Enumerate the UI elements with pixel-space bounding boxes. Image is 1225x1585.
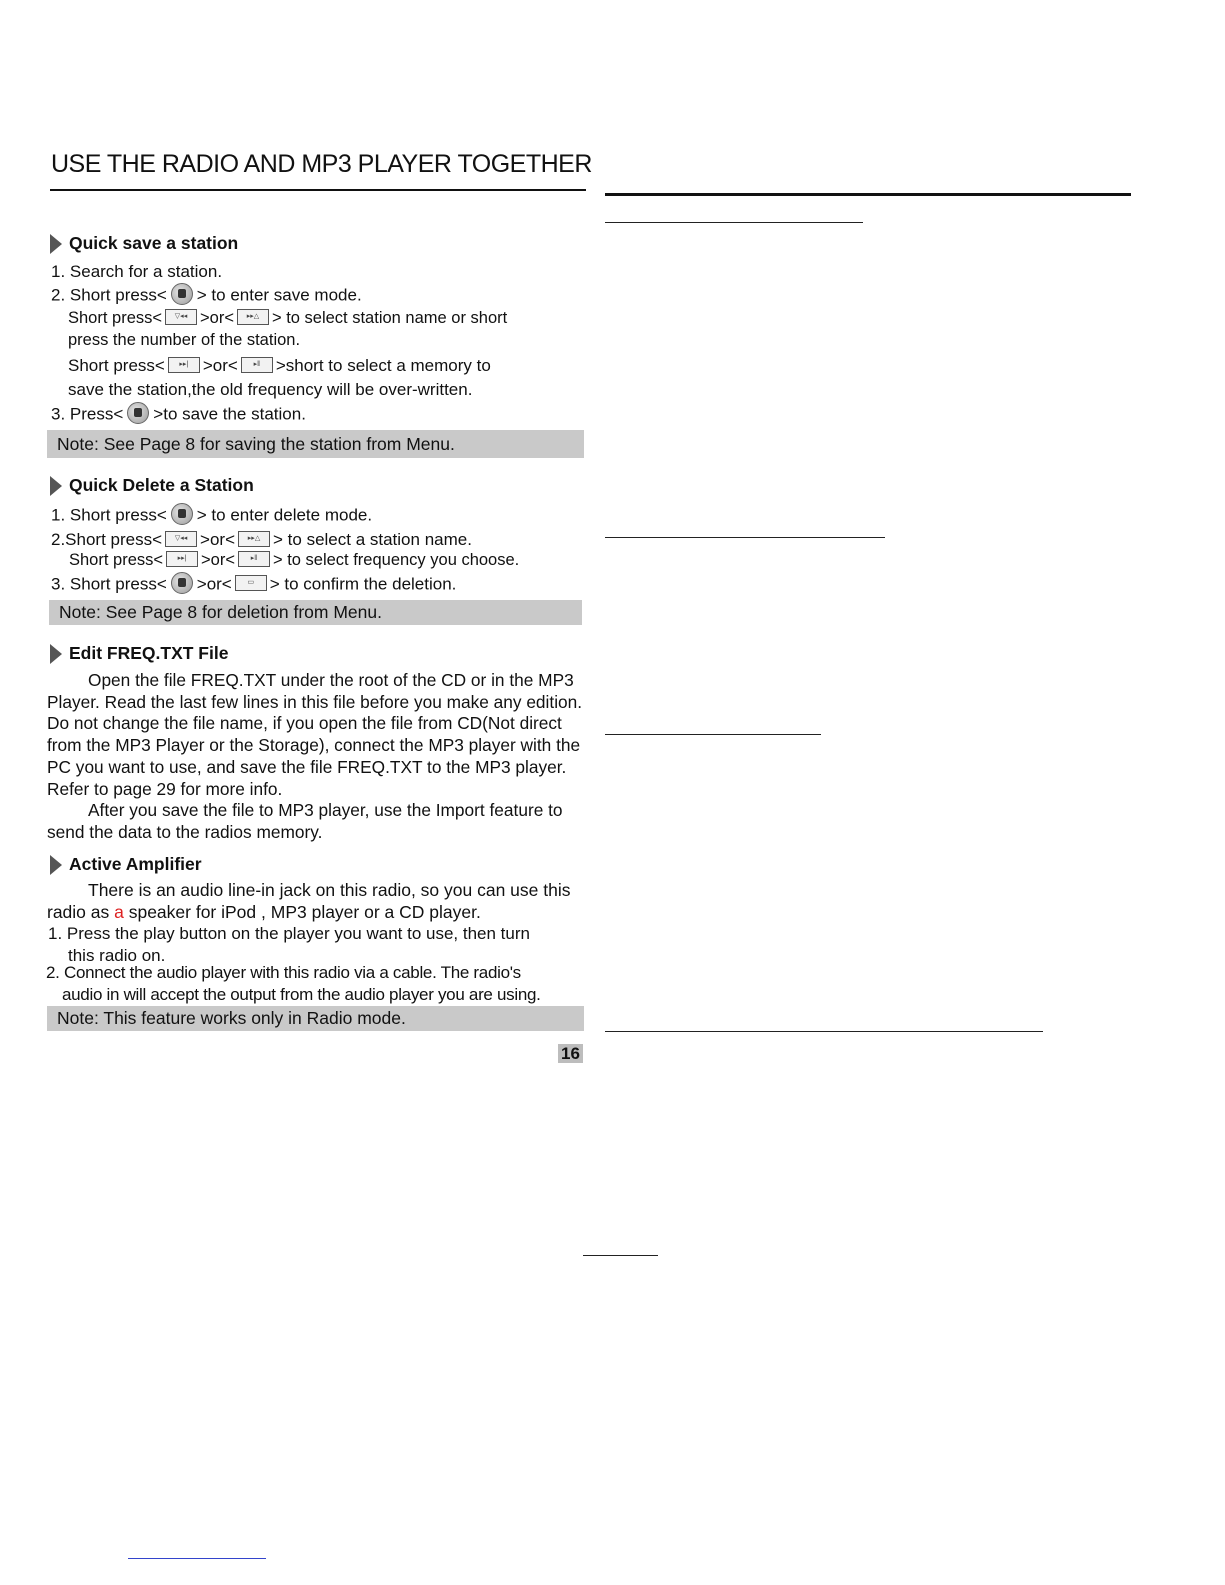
triangle-bullet-icon [50,644,62,664]
page-title: USE THE RADIO AND MP3 PLAYER TOGETHER [51,150,592,178]
active-amp-step-1-cont: this radio on. [68,946,166,965]
blank-rule [605,537,885,538]
active-amp-heading: Active Amplifier [50,854,202,875]
tune-up-button-icon: ▸▸△ [238,531,270,547]
quick-delete-heading: Quick Delete a Station [50,475,254,496]
quick-save-step-2-sub-1: Short press< ▽◂◂ >or< ▸▸△ > to select station name or short [68,309,508,327]
active-amp-paragraph: There is an audio line-in jack on this radio, so you can use this radio as a speaker for iPod , MP3 player or a CD player. [47,880,571,922]
quick-save-note: Note: See Page 8 for saving the station from Menu. [47,430,584,458]
next-button-icon: ▸▸| [166,551,198,567]
save-button-icon [127,402,149,424]
quick-delete-step-2-sub: Short press< ▸▸| >or< ▸‖ > to select frequency you choose. [69,551,520,569]
delete-button-icon [171,572,193,594]
triangle-bullet-icon [50,234,62,254]
play-button-icon: ▸‖ [238,551,270,567]
page-number: 16 [558,1044,583,1063]
tune-down-button-icon: ▽◂◂ [165,309,197,325]
quick-delete-step-1: 1. Short press< > to enter delete mode. [51,505,372,527]
right-header-rule [605,193,1131,196]
edit-freq-paragraph-2: After you save the file to MP3 player, use the Import feature to send the data to the radios memory. [47,800,563,842]
blank-rule [605,734,821,735]
active-amp-step-2-cont: audio in will accept the output from the audio player you are using. [62,985,541,1004]
quick-delete-step-2: 2.Short press< ▽◂◂ >or< ▸▸△ > to select a station name. [51,530,472,549]
active-amp-step-1: 1. Press the play button on the player you want to use, then turn [48,924,530,943]
triangle-bullet-icon [50,476,62,496]
quick-save-heading: Quick save a station [50,233,238,254]
blank-rule [583,1255,658,1256]
edit-freq-heading: Edit FREQ.TXT File [50,643,228,664]
quick-delete-step-3: 3. Short press< >or< ▭ > to confirm the deletion. [51,574,456,596]
delete-button-icon [171,503,193,525]
next-button-icon: ▸▸| [168,357,200,373]
tune-up-button-icon: ▸▸△ [237,309,269,325]
active-amp-note: Note: This feature works only in Radio mode. [47,1006,584,1031]
blank-rule [605,222,863,223]
quick-save-step-2-sub-2-cont: save the station,the old frequency will be over-written. [68,380,473,399]
quick-delete-note: Note: See Page 8 for deletion from Menu. [49,600,582,625]
quick-save-step-3: 3. Press< >to save the station. [51,404,306,426]
menu-button-icon: ▭ [235,575,267,591]
edit-freq-paragraph-1: Open the file FREQ.TXT under the root of the CD or in the MP3 Player. Read the last few lines in this file before you make any edition. Do not change the file name, if you open the file from CD(Not direct from the MP3 Player or the Storage), connect the MP3 player with the PC you want to use, and save the file FREQ.TXT to the MP3 player. Refer to page 29 for more info. [47,670,583,799]
active-amp-step-2: 2. Connect the audio player with this radio via a cable. The radio's [46,963,521,982]
save-button-icon [171,283,193,305]
triangle-bullet-icon [50,855,62,875]
play-button-icon: ▸‖ [241,357,273,373]
blank-rule [605,1031,1043,1032]
quick-save-step-1: 1. Search for a station. [51,262,223,281]
tune-down-button-icon: ▽◂◂ [165,531,197,547]
blank-link-rule [128,1558,266,1559]
quick-save-step-2-sub-1-cont: press the number of the station. [68,331,301,349]
quick-save-step-2: 2. Short press< > to enter save mode. [51,285,362,307]
edit-freq-body [47,670,587,844]
quick-save-step-2-sub-2: Short press< ▸▸| >or< ▸‖ >short to select a memory to [68,356,491,375]
title-underline [50,189,586,191]
